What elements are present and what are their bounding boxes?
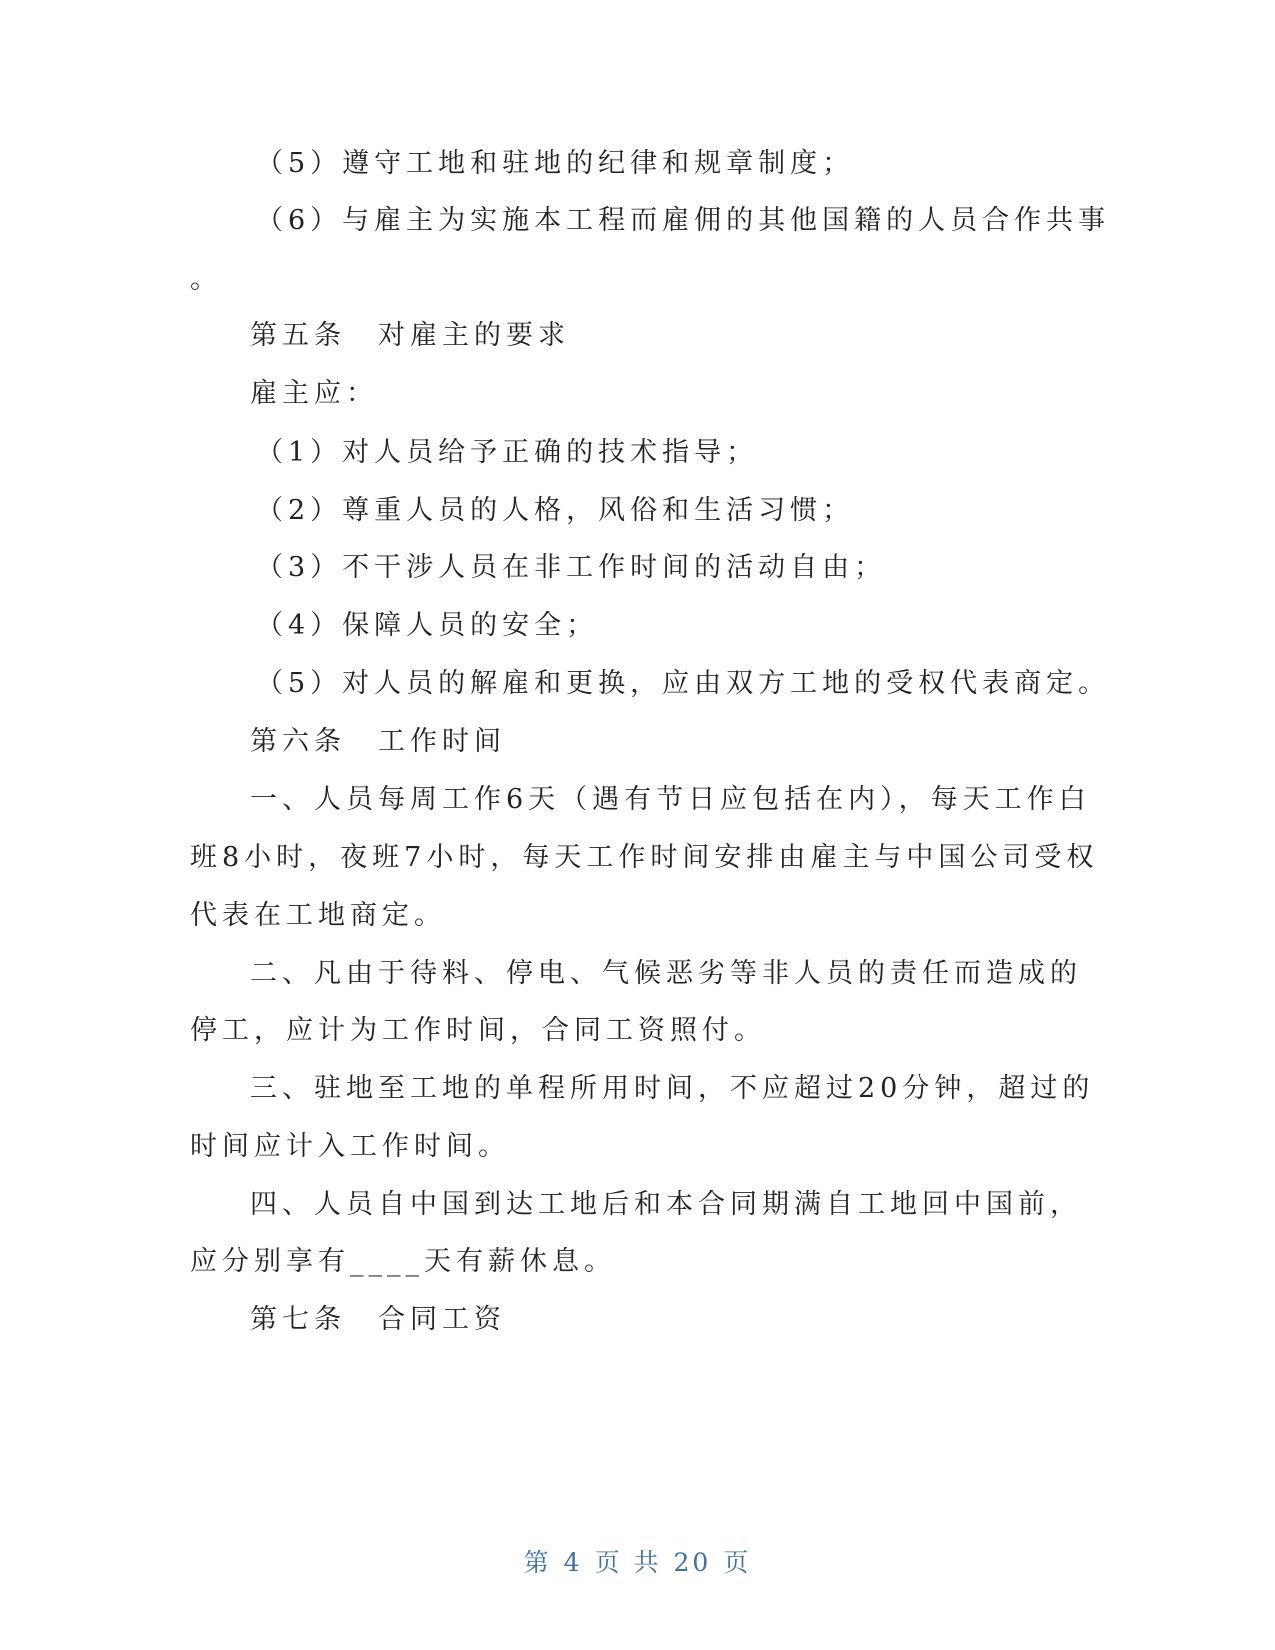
clause-4-item-6: （6）与雇主为实施本工程而雇佣的其他国籍的人员合作共事 [256,205,1111,236]
article-6-para-1-line-1: 一、人员每周工作6天（遇有节日应包括在内），每天工作白 [250,784,1091,815]
article-7-heading: 第七条 合同工资 [250,1304,506,1335]
article-6-para-3-line-1: 三、驻地至工地的单程所用时间，不应超过20分钟，超过的 [250,1073,1095,1104]
footer-middle: 页 共 [594,1548,662,1577]
article-6-para-1-line-2: 班8小时，夜班7小时，每天工作时间安排由雇主与中国公司受权 [190,842,1099,873]
footer-current-page: 4 [563,1548,583,1577]
article-6-para-1-line-3: 代表在工地商定。 [190,900,446,931]
article-6-para-2-line-2: 停工，应计为工作时间，合同工资照付。 [190,1015,766,1046]
page-footer [0,1543,1275,1579]
article-6-para-4-line-1: 四、人员自中国到达工地后和本合同期满自工地回中国前， [250,1189,1082,1220]
article-5-item-2: （2）尊重人员的人格，风俗和生活习惯； [256,495,855,526]
article-6-para-2-line-1: 二、凡由于待料、停电、气候恶劣等非人员的责任而造成的 [250,958,1082,989]
clause-4-item-5: （5）遵守工地和驻地的纪律和规章制度； [256,148,855,179]
clause-4-item-6-continuation: 。 [190,264,222,295]
footer-prefix: 第 [523,1548,552,1577]
article-6-heading: 第六条 工作时间 [250,726,506,757]
article-6-para-4-line-2: 应分别享有____天有薪休息。 [190,1246,616,1277]
footer-suffix: 页 [723,1548,752,1577]
article-5-heading: 第五条 对雇主的要求 [250,320,570,351]
article-5-item-4: （4）保障人员的安全； [256,610,599,641]
article-6-para-3-line-2: 时间应计入工作时间。 [190,1131,510,1162]
article-5-item-1: （1）对人员给予正确的技术指导； [256,437,759,468]
footer-total-pages: 20 [673,1548,712,1577]
article-5-intro: 雇主应： [250,378,378,409]
article-5-item-3: （3）不干涉人员在非工作时间的活动自由； [256,552,887,583]
article-5-item-5: （5）对人员的解雇和更换，应由双方工地的受权代表商定。 [256,668,1111,699]
